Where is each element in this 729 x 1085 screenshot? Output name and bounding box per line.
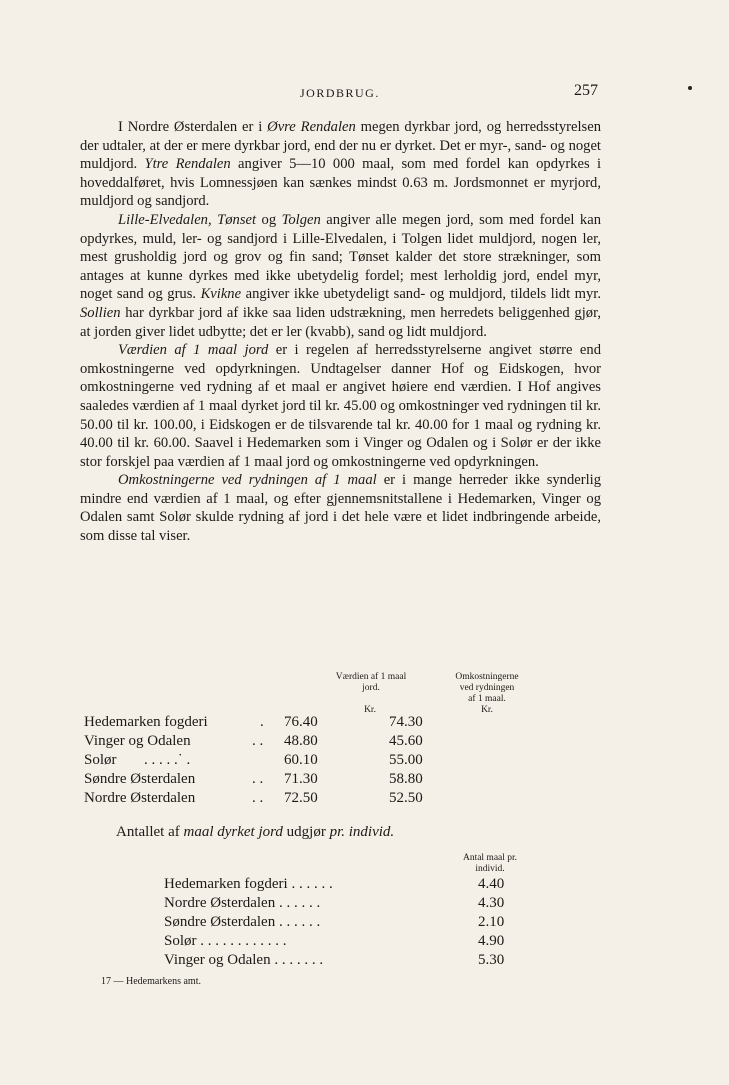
table-row: Solør . . . . . . . . . . . . 4.90: [164, 933, 505, 949]
table-row: Nordre Østerdalen . . . . . . 4.30: [164, 895, 505, 911]
table-row: Vinger og Odalen . . 48.80 45.60: [84, 733, 423, 749]
table1-col2-header: Omkostningerne ved rydningen af 1 maal.: [455, 672, 519, 704]
paragraph: Omkostningerne ved rydningen af 1 maal er i mange herreder ikke synderlig mindre end værdien af 1 maal, og efter gjennemsnitstallene i Hedemarken, Vinger og Odalen samt Solør skulde rydning af jord i det hele være et lidet indbringende arbeide, som disse tal viser.: [80, 472, 602, 545]
footer-signature: 17 — Hedemarkens amt.: [101, 976, 201, 987]
body-text: [80, 118, 601, 546]
table-row: Hedemarken fogderi . 76.40 74.30: [84, 714, 423, 730]
table2-caption: Antallet af maal dyrket jord udgjør pr. individ.: [116, 824, 395, 840]
table-row: Solør . . . . .˙ . 60.10 55.00: [84, 752, 423, 768]
table-row: Søndre Østerdalen . . . . . . 2.10: [164, 914, 505, 930]
table1-col1-header: Værdien af 1 maal jord.: [335, 672, 407, 693]
paragraph: Lille-Elvedalen, Tønset og Tolgen angiver alle megen jord, som med fordel kan opdyrkes, muld, ler- og sandjord i Lille-Elvedalen, i Tolgen lidet muldjord, nogen ler, mest grusholdig jord og grov og fin sand; Tønset kalder det store strækninger, som antages at kunne dyrkes med ikke ubetydelig fordel; mest lerholdig jord, endel myr, noget sand og grus. Kvikne angiver ikke ubetydeligt sand- og muldjord, tildels lidt myr. Sollien har dyrkbar jord af ikke saa liden udstrækning, men herredets beliggenhed gjør, at jorden giver lidet udbytte; det er ler (kvabb), sand og lidt muldjord.: [80, 211, 601, 340]
table-row: Søndre Østerdalen . . 71.30 58.80: [84, 771, 423, 787]
paragraph: Værdien af 1 maal jord er i regelen af herredsstyrelserne angivet større end omkostningerne ved opdyrkningen. Undtagelser danner Hof og Eidskogen, hvor omkostningerne ved rydning af et maal er angivet høiere end værdien. I Hof angives saaledes værdien af 1 maal dyrket jord til kr. 45.00 og omkostninger ved rydningen til kr. 50.00 til kr. 100.00, i Eidskogen er de tilsvarende tal kr. 40.00 for 1 maal og rydning kr. 40.00 til kr. 60.00. Saavel i Hedemarken som i Vinger og Odalen og i Solør er der ikke stor forskjel paa værdien af 1 maal jord og omkostningerne ved opdyrkningen.: [80, 342, 601, 470]
table-row: Nordre Østerdalen . . 72.50 52.50: [84, 790, 423, 806]
table-row: Hedemarken fogderi . . . . . . 4.40: [164, 876, 505, 892]
table1-unit1: Kr.: [364, 705, 376, 715]
table2-header: Antal maal pr. individ.: [462, 853, 518, 874]
ink-dot: [688, 86, 692, 90]
paragraph: I Nordre Østerdalen er i Øvre Rendalen megen dyrkbar jord, og herredsstyrelsen der udtaler, at der er mere dyrkbar jord, end der nu er dyrket. Det er myr-, sand- og noget muldjord. Ytre Rendalen angiver 5—10 000 maal, som med fordel kan opdyrkes i hoveddalføret, hvis Lomnessjøen kan sænkes mindst 0.63 m. Jordsmonnet er myrjord, muldjord og sandjord.: [80, 119, 602, 210]
table1-unit2: Kr.: [481, 705, 493, 715]
running-header: JORDBRUG.: [300, 86, 380, 100]
page-number: 257: [574, 82, 598, 99]
table-row: Vinger og Odalen . . . . . . . 5.30: [164, 952, 505, 968]
